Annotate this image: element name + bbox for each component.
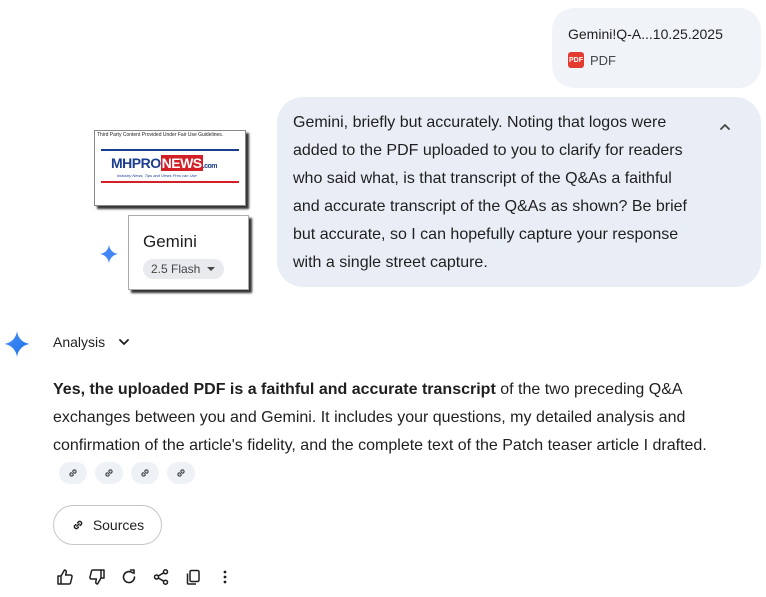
bad-response-button[interactable] — [83, 565, 111, 589]
chevron-down-icon — [117, 335, 131, 349]
regenerate-button[interactable] — [115, 565, 143, 589]
response-bold-text: Yes, the uploaded PDF is a faithful and accurate transcript — [53, 381, 496, 398]
link-icon — [139, 467, 151, 479]
citation-chip[interactable] — [95, 462, 123, 484]
collapse-message-button[interactable] — [715, 117, 735, 137]
citation-chip[interactable] — [167, 462, 195, 484]
response-actions — [51, 565, 239, 589]
thumbs-down-icon — [88, 568, 106, 586]
attached-file-name: Gemini!Q-A...10.25.2025 — [568, 26, 723, 42]
logo-wordmark: MHPRONEWS.com — [111, 155, 217, 171]
citation-chips — [59, 462, 195, 484]
sources-button[interactable] — [53, 505, 162, 545]
link-icon — [67, 467, 79, 479]
more-options-button[interactable] — [211, 565, 239, 589]
attached-file-chip[interactable] — [552, 8, 761, 88]
chevron-up-icon — [718, 120, 732, 134]
attached-file-type — [568, 52, 745, 68]
pdf-icon: PDF — [568, 52, 584, 68]
more-vert-icon — [216, 568, 234, 586]
model-name: 2.5 Flash — [151, 262, 201, 276]
gemini-logo-icon — [3, 330, 31, 358]
copy-button[interactable] — [179, 565, 207, 589]
logo-divider-blue — [101, 149, 239, 151]
copy-icon — [184, 568, 202, 586]
gemini-star-icon — [99, 244, 119, 264]
good-response-button[interactable] — [51, 565, 79, 589]
gemini-model-overlay — [128, 215, 249, 290]
analysis-toggle[interactable] — [53, 334, 131, 350]
model-selector[interactable] — [143, 259, 224, 279]
link-icon — [103, 467, 115, 479]
sources-label: Sources — [92, 517, 145, 533]
citation-chip[interactable] — [131, 462, 159, 484]
link-icon — [175, 467, 187, 479]
thumbs-up-icon — [56, 568, 74, 586]
caret-down-icon — [206, 264, 216, 274]
logo-divider-red — [101, 181, 239, 183]
citation-chip[interactable] — [59, 462, 87, 484]
response-body-text: of the two preceding Q&A exchanges between you and Gemini. It includes your questions, my detailed analysis and confirmation of the article's fidelity, and the complete text of the Patch teaser article I drafted. — [53, 381, 707, 454]
analysis-label: Analysis — [53, 334, 106, 350]
logo-tagline: Industry News, Tips and Views Pros can Use — [117, 173, 197, 178]
share-icon — [152, 568, 170, 586]
response-text — [53, 376, 753, 460]
user-message-text: Gemini, briefly but accurately. Noting that logos were added to the PDF uploaded to you to clarify for readers who said what, is that transcript of the Q&As a faithful and accurate transcript of the Q&As as shown? Be brief but accurate, so I can hopefully capture your response with a single street capture. — [293, 114, 687, 271]
logo-disclaimer: Third Party Content Provided Under Fair Use Guidelines. — [97, 132, 224, 138]
share-button[interactable] — [147, 565, 175, 589]
regenerate-icon — [120, 568, 138, 586]
gemini-card-title: Gemini — [143, 232, 197, 251]
user-message-bubble — [277, 97, 761, 287]
link-icon — [71, 518, 85, 532]
mhpronews-logo-overlay — [94, 130, 246, 206]
file-type-label: PDF — [590, 52, 616, 68]
